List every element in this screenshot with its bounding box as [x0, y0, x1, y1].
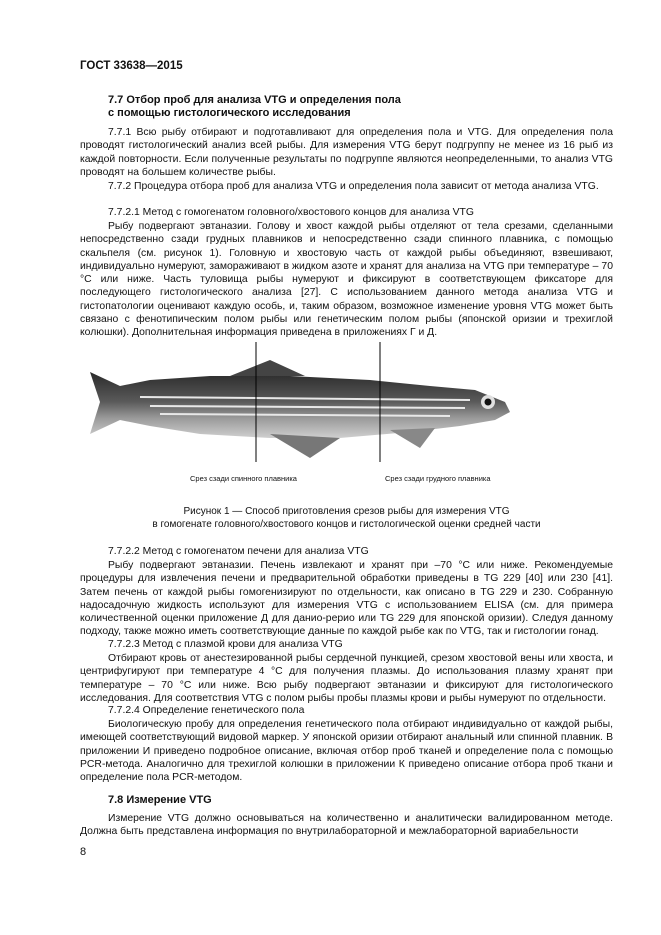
paragraph-7-7-2-3: Отбирают кровь от анестезированной рыбы сердечной пункцией, срезом хвостовой вены или хвоста, и центрифугируют при температуре 4 °С для получения плазмы. До использования плазму хранят при температуре – 70 °С или ниже. Всю рыбу подвергают эвтаназии и фиксируют для гистологического исследования. Для соответствия VTG с полом рыбы пробы плазмы крови и рыбы нумеруют по отдельности. [80, 653, 613, 704]
label-dorsal-cut: Срез сзади спинного плавника [190, 474, 297, 483]
fish-illustration [90, 342, 520, 462]
section-title-line2: с помощью гистологического исследования [108, 107, 351, 119]
paragraph-7-7-2: 7.7.2 Процедура отбора проб для анализа VTG и определения пола зависит от метода анализа VTG. [108, 181, 599, 192]
section-title-7-8: 7.8 Измерение VTG [108, 794, 212, 806]
paragraph-7-7-2-1: Рыбу подвергают эвтаназии. Голову и хвост каждой рыбы отделяют от тела срезами, сделанными непосредственно сзади грудных плавников и непосредственно сзади спинного плавника, с помощью скальпеля (см. рисунок 1). Головную и хвостовую часть от каждой рыбы объединяют, взвешивают, индивидуально нумеруют, замораживают в жидком азоте и хранят для анализа на VTG при температуре – 70 °С или ниже. Часть туловища рыбы нумеруют и фиксируют в соответствующем фиксаторе для последующего гистологического анализа [27]. С использованием данного метода анализа VTG и гистопатологии оценивают каждую особь, и, таким образом, возможное изменение уровня VTG может быть связано с фенотипическим полом рыбы или генетическим полом рыбы (японской оризии и трехиглой колюшки). Дополнительная информация приведена в приложениях Г и Д. [80, 221, 613, 339]
section-title-line1: 7.7 Отбор проб для анализа VTG и определения пола [108, 94, 401, 106]
paragraph-7-7-1: 7.7.1 Всю рыбу отбирают и подготавливают для определения пола и VTG. Для определения пола проводят гистологический анализ всей рыбы. Для измерения VTG берут подгруппу не менее из 16 рыб из каждой повторности. Если полученные результаты по подгруппе являются неопределенными, то анализ VTG проводят на большем количестве рыбы. [80, 127, 613, 178]
subsection-title-7-7-2-2: 7.7.2.2 Метод с гомогенатом печени для анализа VTG [108, 546, 369, 557]
page-number: 8 [80, 846, 87, 858]
figure-caption-line2: в гомогенате головного/хвостового концов и гистологической оценки средней части [152, 519, 541, 530]
subsection-title-7-7-2-1: 7.7.2.1 Метод с гомогенатом головного/хвостового концов для анализа VTG [108, 207, 474, 218]
document-header: ГОСТ 33638—2015 [80, 60, 183, 72]
subsection-title-7-7-2-4: 7.7.2.4 Определение генетического пола [108, 705, 305, 716]
paragraph-7-7-2-2: Рыбу подвергают эвтаназии. Печень извлекают и хранят при –70 °С или ниже. Рекомендуемые процедуры для извлечения печени и предварительной обработки приведены в TG 229 [40] или 230 [41]. Затем печень от каждой рыбы гомогенизируют по отдельности, как описано в TG 229 и 230. Собранную надосадочную жидкость используют для измерения VTG с использованием ELISA (см. для примера количественной оценки приложение Д для данио-рерио или TG 229 для японской оризии). Следуя данному подходу, также можно иметь соответствующие данные по каждой рыбе как по VTG, так и гистологии гонад. [80, 560, 613, 638]
label-pectoral-cut: Срез сзади грудного плавника [385, 474, 491, 483]
subsection-title-7-7-2-3: 7.7.2.3 Метод с плазмой крови для анализа VTG [108, 639, 343, 650]
figure-caption-line1: Рисунок 1 — Способ приготовления срезов рыбы для измерения VTG [183, 506, 510, 517]
paragraph-7-8: Измерение VTG должно основываться на количественно и аналитически валидированном методе. Должна быть представлена информация по внутрилабораторной и межлабораторной вариабельности [80, 813, 613, 838]
paragraph-7-7-2-4: Биологическую пробу для определения генетического пола отбирают индивидуально от каждой рыбы, имеющей соответствующий видовой маркер. У японской оризии отбирают анальный или спинной плавник. В приложении И приведено подробное описание, включая отбор проб тканей и определение пола с помощью PCR-метода. Аналогично для трехиглой колюшки в приложении К приведено описание отбора проб ткани и определение пола PCR-методом. [80, 719, 613, 784]
fish-figure [90, 342, 520, 462]
